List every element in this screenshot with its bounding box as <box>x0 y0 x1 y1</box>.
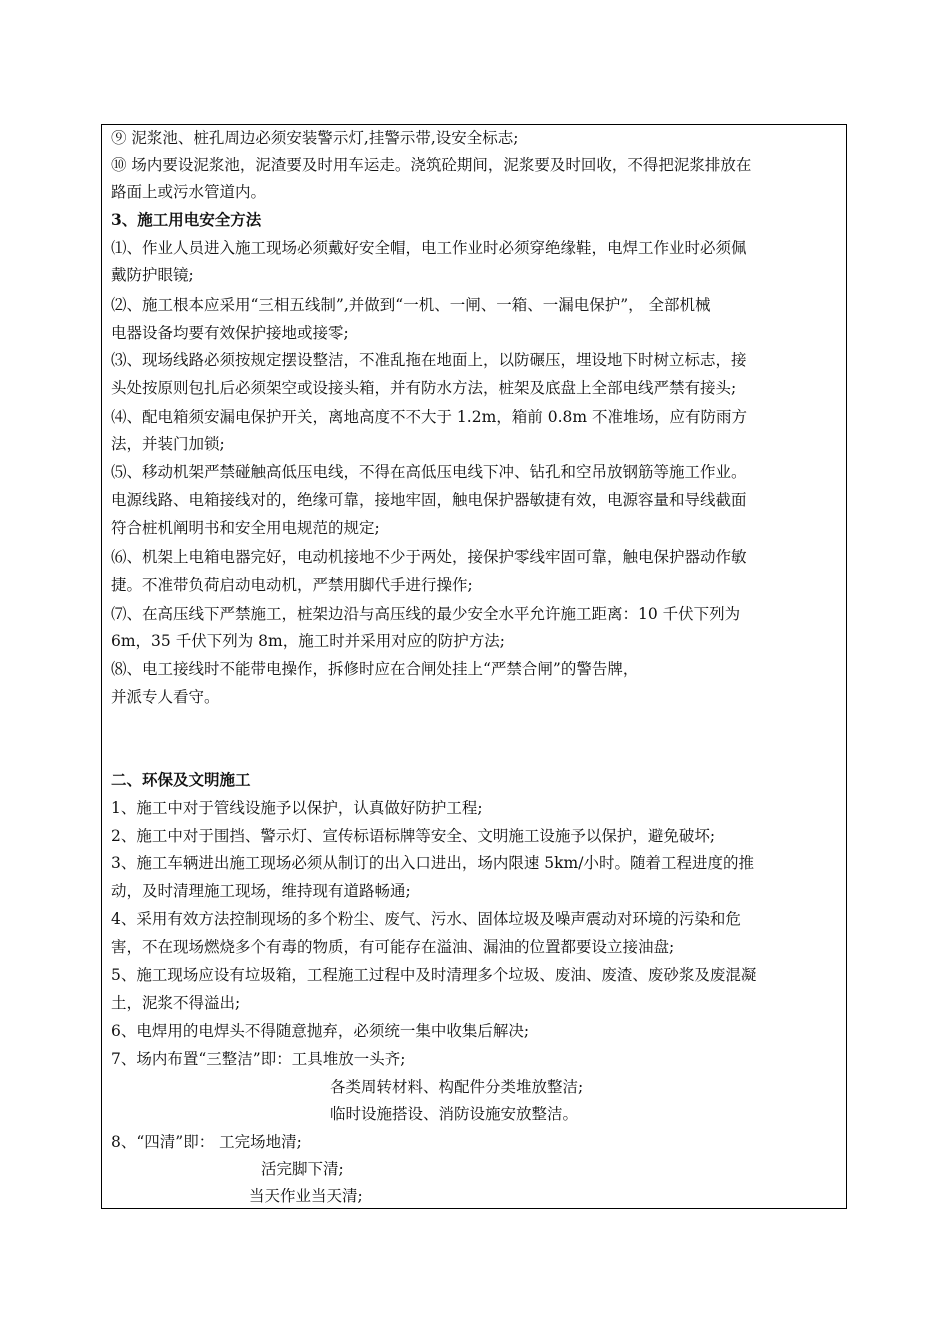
text-line: ⑺、在高压线下严禁施工，桩架边沿与高压线的最少安全水平允许施工距离：10 千伏下列为 <box>111 605 741 623</box>
text-line: ⑩ 场内要设泥浆池，泥渣要及时用车运走。浇筑砼期间，泥浆要及时回收，不得把泥浆排放在 <box>111 156 752 174</box>
text-line: 6、电焊用的电焊头不得随意抛弃，必须统一集中收集后解决; <box>111 1022 530 1040</box>
section-heading: 二、环保及文明施工 <box>111 770 251 789</box>
text-line: 法，并装门加锁; <box>111 435 225 453</box>
text-line: 戴防护眼镜; <box>111 266 194 284</box>
text-line: 临时设施搭设、消防设施安放整洁。 <box>330 1105 579 1123</box>
text-line: 电源线路、电箱接线对的，绝缘可靠，接地牢固，触电保护器敏捷有效，电源容量和导线截面 <box>111 491 747 509</box>
text-line: 害，不在现场燃烧多个有毒的物质，有可能存在溢油、漏油的位置都要设立接油盘; <box>111 938 675 956</box>
text-line: ⑻、电工接线时不能带电操作，拆修时应在合闸处挂上“严禁合闸”的警告牌， <box>111 660 639 678</box>
text-line: 活完脚下清; <box>261 1160 344 1178</box>
text-line: ⑶、现场线路必须按规定摆设整洁，不准乱拖在地面上，以防碾压，埋设地下时树立标志，接 <box>111 351 747 369</box>
text-line: 头处按原则包扎后必须架空或设接头箱，并有防水方法，桩架及底盘上全部电线严禁有接头; <box>111 379 737 397</box>
text-line: 捷。不准带负荷启动电动机，严禁用脚代手进行操作; <box>111 576 473 594</box>
text-line: ⑹、机架上电箱电器完好，电动机接地不少于两处，接保护零线牢固可靠，触电保护器动作敏 <box>111 548 747 566</box>
text-line: 各类周转材料、构配件分类堆放整洁; <box>330 1078 584 1096</box>
text-line: 5、施工现场应设有垃圾箱，工程施工过程中及时清理多个垃圾、废油、废渣、废砂浆及废混凝 <box>111 966 757 984</box>
text-line: 并派专人看守。 <box>111 688 220 706</box>
text-line: 电器设备均要有效保护接地或接零; <box>111 324 349 342</box>
text-line: 土，泥浆不得溢出; <box>111 994 241 1012</box>
text-line: 当天作业当天清; <box>249 1187 363 1205</box>
text-line: ⑵、施工根本应采用“三相五线制”,并做到“一机、一闸、一箱、一漏电保护”， 全部机械 <box>111 296 711 314</box>
text-line: ⑨ 泥浆池、桩孔周边必须安装警示灯,挂警示带,设安全标志; <box>111 129 519 147</box>
text-line: 动，及时清理施工现场，维持现有道路畅通; <box>111 882 411 900</box>
text-line: 1、施工中对于管线设施予以保护，认真做好防护工程; <box>111 799 483 817</box>
text-line: 符合桩机阐明书和安全用电规范的规定; <box>111 519 380 537</box>
text-line: ⑸、移动机架严禁碰触高低压电线，不得在高低压电线下冲、钻孔和空吊放钢筋等施工作业。 <box>111 463 747 481</box>
text-line: 7、场内布置“三整洁”即：工具堆放一头齐; <box>111 1050 406 1068</box>
text-line: 8、“四清”即： 工完场地清; <box>111 1133 302 1151</box>
text-line: 4、采用有效方法控制现场的多个粉尘、废气、污水、固体垃圾及噪声震动对环境的污染和危 <box>111 910 741 928</box>
text-line: 2、施工中对于围挡、警示灯、宣传标语标牌等安全、文明施工设施予以保护，避免破坏; <box>111 827 716 845</box>
text-line: 3、施工车辆进出施工现场必须从制订的出入口进出，场内限速 5km/小时。随着工程进度的推 <box>111 854 754 872</box>
text-line: ⑴、作业人员进入施工现场必须戴好安全帽，电工作业时必须穿绝缘鞋，电焊工作业时必须佩 <box>111 239 747 257</box>
section-heading: 3、施工用电安全方法 <box>111 210 262 229</box>
text-line: 6m，35 千伏下列为 8m，施工时并采用对应的防护方法; <box>111 632 505 650</box>
text-line: ⑷、配电箱须安漏电保护开关，离地高度不不大于 1.2m，箱前 0.8m 不准堆场，应有防雨方 <box>111 408 747 426</box>
text-line: 路面上或污水管道内。 <box>111 183 267 201</box>
